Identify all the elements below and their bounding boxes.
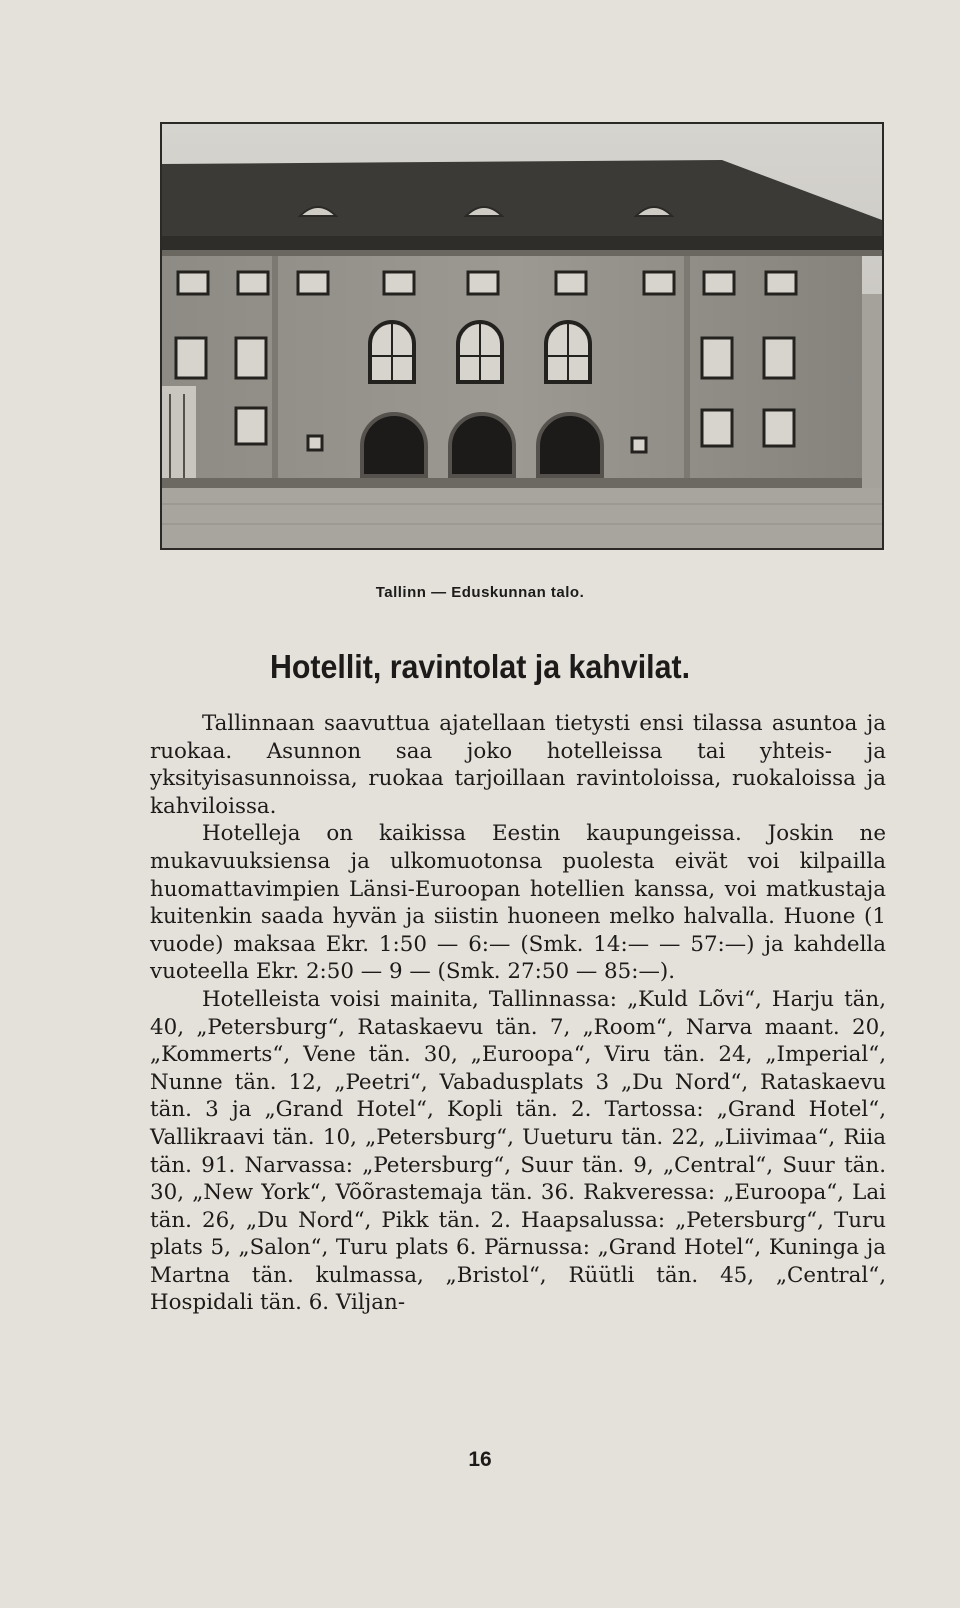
photo-caption: Tallinn — Eduskunnan talo.: [375, 584, 585, 601]
paragraph: Hotelleista voisi mainita, Tallinnassa: „Kuld Lõvi“, Harju tän, 40, „Petersburg“, Rataskaevu tän. 7, „Room“, Narva maant. 20, „Kommerts“, Vene tän. 30, „Euroopa“, Viru tän. 24, „Imperial“, Nunne tän. 12, „Peetri“, Vabadusplats 3 „Du Nord“, Rataskaevu tän. 3 ja „Grand Hotel“, Kopli tän. 2. Tartossa: „Grand Hotel“, Vallikraavi tän. 10, „Petersburg“, Uueturu tän. 22, „Liivimaa“, Riia tän. 91. Narvassa: „Petersburg“, Suur tän. 9, „Central“, Suur tän. 30, „New York“, Võõrastemaja tän. 36. Rakveressa: „Euroopa“, Lai tän. 26, „Du Nord“, Pikk tän. 2. Haapsalussa: „Petersburg“, Turu plats 5, „Salon“, Turu plats 6. Pärnussa: „Grand Hotel“, Kuninga ja Martna tän. kulmassa, „Bristol“, Rüütli tän. 45, „Central“, Hospidali tän. 6. Viljan-: [150, 986, 886, 1316]
paragraph: Hotelleja on kaikissa Eestin kaupungeissa. Joskin ne mukavuuksiensa ja ulkomuotonsa puolesta eivät voi kilpailla huomattavimpien Länsi-Euroopan hotellien kanssa, voi matkustaja kuitenkin saada hyvän ja siistin huoneen melko halvalla. Huone (1 vuode) maksaa Ekr. 1:50 — 6:— (Smk. 14:— — 57:—) ja kahdella vuoteella Ekr. 2:50 — 9 — (Smk. 27:50 — 85:—).: [150, 821, 886, 985]
section-heading: Hotellit, ravintolat ja kahvilat.: [269, 648, 691, 685]
body-text: [150, 710, 886, 1317]
page-number: 16: [468, 1448, 492, 1471]
paragraph: Tallinnaan saavuttua ajatellaan tietysti ensi tilassa asuntoa ja ruokaa. Asunnon saa joko hotelleissa tai yhteis- ja yksityisasunnoissa, ruokaa tarjoillaan ravintoloissa, ruokaloissa ja kahviloissa.: [150, 711, 886, 819]
photo-parliament-building: [160, 122, 884, 550]
